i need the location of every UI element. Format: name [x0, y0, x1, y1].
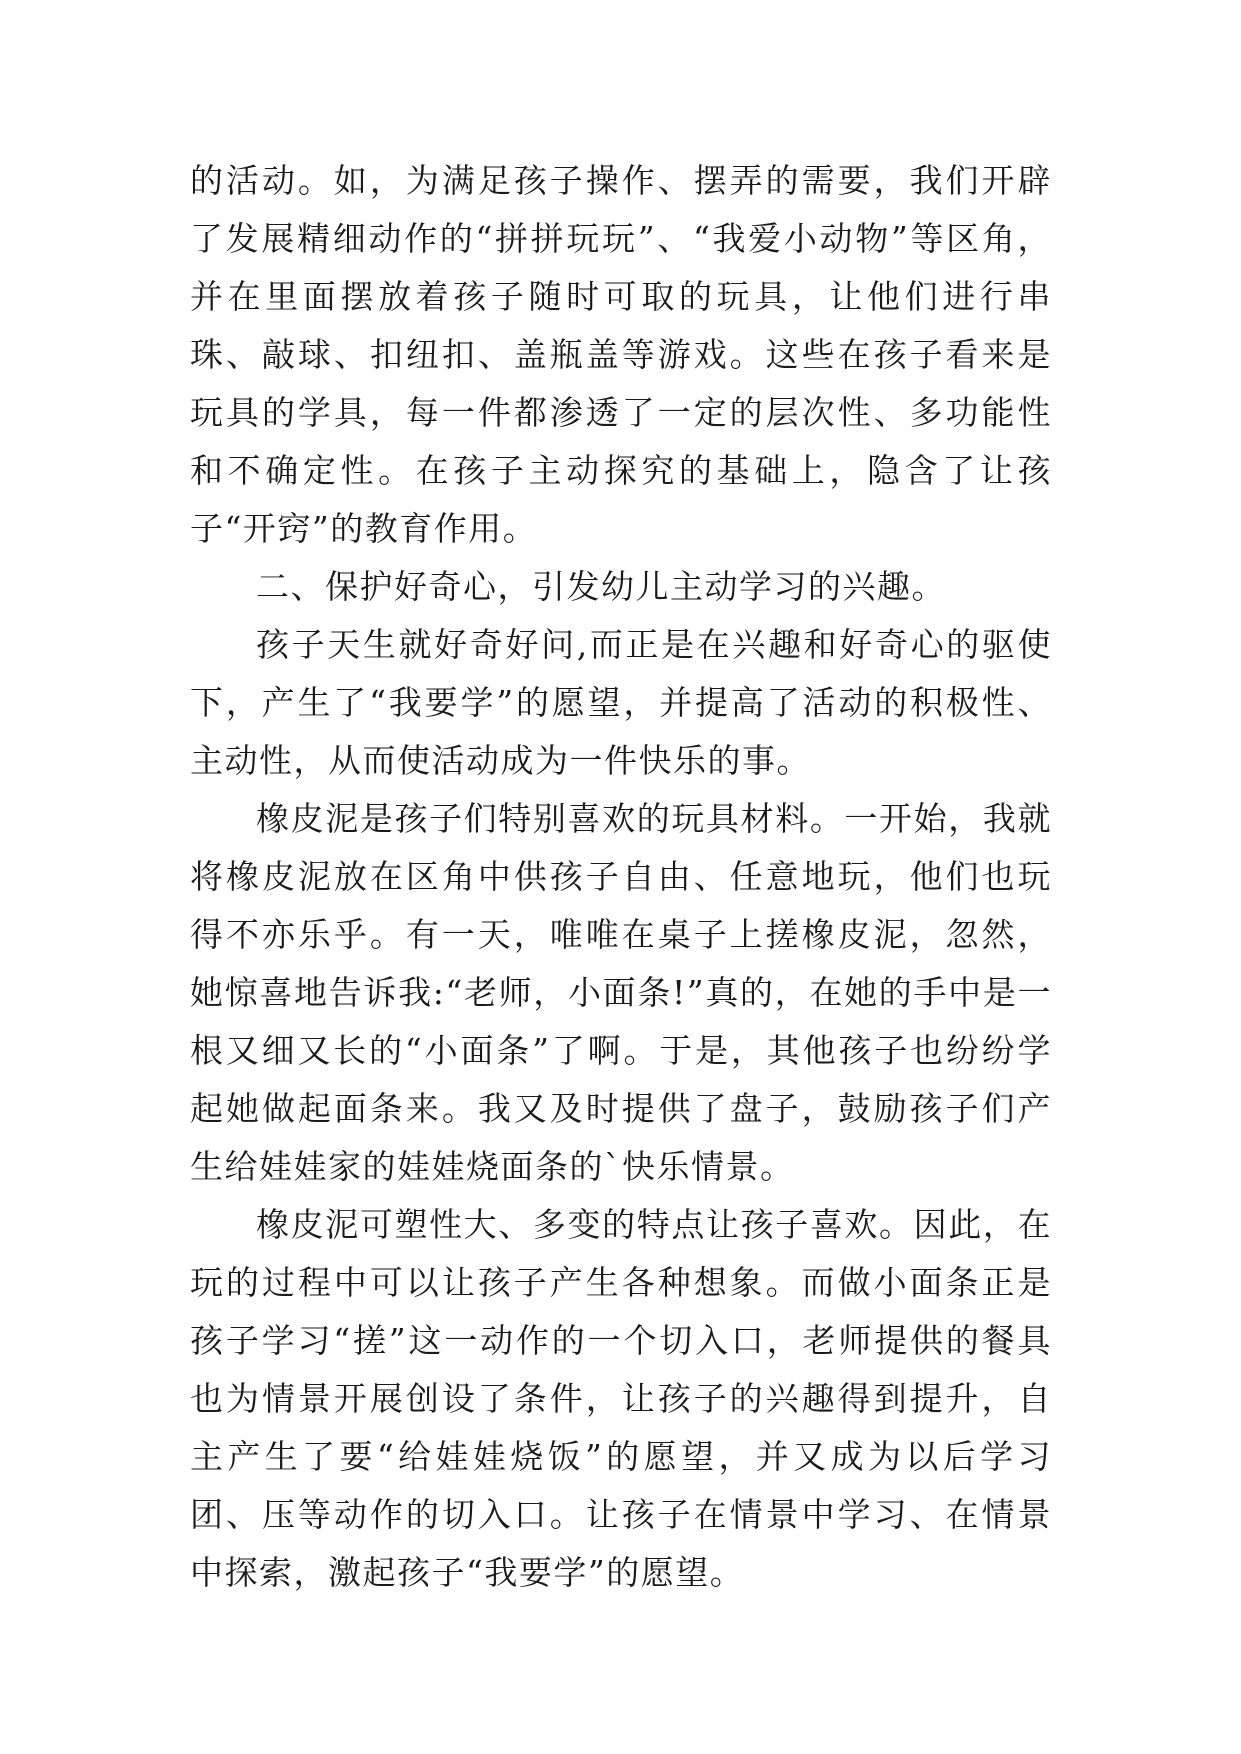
paragraph-activities: 的活动。如，为满足孩子操作、摆弄的需要，我们开辟了发展精细动作的“拼拼玩玩”、“我爱小动物”等区角，并在里面摆放着孩子随时可取的玩具，让他们进行串珠、敲球、扣纽扣、盖瓶盖等游戏。这些在孩子看来是玩具的学具，每一件都渗透了一定的层次性、多功能性和不确定性。在孩子主动探究的基础上，隐含了让孩子“开窍”的教育作用。: [190, 161, 1052, 548]
section-heading-curiosity: 二、保护好奇心，引发幼儿主动学习的兴趣。: [256, 567, 946, 606]
paragraph-clay-plasticity: 橡皮泥可塑性大、多变的特点让孩子喜欢。因此，在玩的过程中可以让孩子产生各种想象。而做小面条正是孩子学习“搓”这一动作的一个切入口，老师提供的餐具也为情景开展创设了条件，让孩子的兴趣得到提升，自主产生了要“给娃娃烧饭”的愿望，并又成为以后学习团、压等动作的切入口。让孩子在情景中学习、在情景中探索，激起孩子“我要学”的愿望。: [190, 1205, 1052, 1592]
body-text: [190, 152, 1052, 1602]
paragraph-curiosity: 孩子天生就好奇好问,而正是在兴趣和好奇心的驱使下，产生了“我要学”的愿望，并提高了活动的积极性、主动性，从而使活动成为一件快乐的事。: [190, 625, 1052, 780]
paragraph-clay-noodles: 橡皮泥是孩子们特别喜欢的玩具材料。一开始，我就将橡皮泥放在区角中供孩子自由、任意地玩，他们也玩得不亦乐乎。有一天，唯唯在桌子上搓橡皮泥，忽然，她惊喜地告诉我:“老师，小面条!”真的，在她的手中是一根又细又长的“小面条”了啊。于是，其他孩子也纷纷学起她做起面条来。我又及时提供了盘子，鼓励孩子们产生给娃娃家的娃娃烧面条的`快乐情景。: [190, 799, 1052, 1186]
